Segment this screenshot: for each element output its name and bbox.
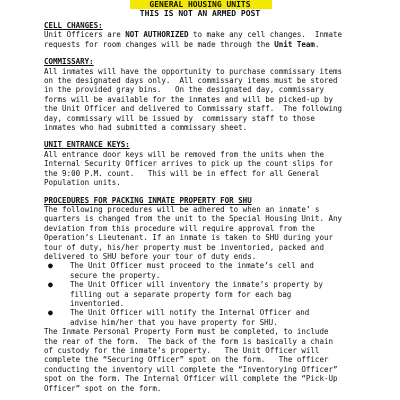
document-title: GENERAL HOUSING UNITS <box>149 0 251 9</box>
section-cell-changes <box>44 21 390 49</box>
bullet-line: advise him/her that you have property for SHU. <box>70 317 278 327</box>
paragraph-line <box>44 30 390 39</box>
paragraph-line: the rear of the form. The back of the form is basically a chain <box>44 336 333 346</box>
bullet-icon: ● <box>48 308 53 318</box>
paragraph-line: Officer” spot on the form. <box>44 383 162 393</box>
bullet-line: The Unit Officer will notify the Internal Officer and <box>70 308 310 318</box>
section-commissary <box>44 57 390 132</box>
paragraph-line: inmates who had submitted a commissary sheet. <box>44 123 248 133</box>
bullet-line: secure the property. <box>70 270 161 280</box>
paragraph-line: of custody for the inmate’s property. The Unit Officer will <box>44 346 320 355</box>
section-heading: UNIT ENTRANCE KEYS: <box>44 140 130 150</box>
paragraph-line: All entrance door keys will be removed from the units when the <box>44 149 324 159</box>
text-run: . <box>314 39 320 49</box>
paragraph-line: tour of duty, his/her property must be inventoried, packed and <box>44 242 324 252</box>
emphasis-text: NOT AUTHORIZED <box>125 30 189 40</box>
document-body <box>44 21 390 393</box>
paragraph-line: on the designated days only. All commissary items must be stored <box>44 76 338 86</box>
bullet-item <box>44 280 390 308</box>
bullet-line: filling out a separate property form for each bag <box>70 289 292 299</box>
paragraph-line: Operation’s Lieutenant. If an inmate is taken to SHU during your <box>44 233 333 243</box>
text-run: Unit Officers are <box>44 30 126 40</box>
paragraph-line: The following procedures will be adhered to when an inmate’ s <box>44 204 320 214</box>
bullet-icon: ● <box>48 280 53 290</box>
section-heading: CELL CHANGES: <box>44 21 103 30</box>
paragraph-line <box>44 40 390 49</box>
bullet-icon: ● <box>48 261 53 271</box>
paragraph-line: quarters is changed from the unit to the Special Housing Unit. Any <box>44 214 343 224</box>
paragraph-line: in the provided gray bins. On the designated day, commissary <box>44 85 324 95</box>
bullet-item <box>44 261 390 280</box>
paragraph-line: the Unit Officer and delivered to Commissary staff. The following <box>44 104 343 114</box>
paragraph-line: complete the “Securing Officer” spot on the form. The officer <box>44 355 329 365</box>
bullet-line: inventoried. <box>70 298 125 308</box>
paragraph-line: the 9:00 P.M. count. This will be in effect for all General <box>44 168 320 178</box>
bullet-line: The Unit Officer must proceed to the inmate’s cell and <box>70 261 314 271</box>
paragraph-line: conducting the inventory will complete the “Inventorying Officer” <box>44 364 338 374</box>
bullet-line: The Unit Officer will inventory the inmate’s property by <box>70 280 323 290</box>
paragraph-line: deviation from this procedure will require approval from the <box>44 223 315 233</box>
paragraph-line: Internal Security Officer arrives to pick up the count slips for <box>44 159 333 169</box>
paragraph-line: delivered to SHU before your tour of duty ends. <box>44 251 257 261</box>
emphasis-text: Unit Team <box>274 39 315 49</box>
section-heading: COMMISSARY: <box>44 57 94 67</box>
section-heading: PROCEDURES FOR PACKING INMATE PROPERTY FOR SHU <box>44 195 252 205</box>
section-packing-procedures <box>44 196 390 394</box>
document-subtitle: THIS IS NOT AN ARMED POST <box>139 9 261 18</box>
text-run: requests for room changes will be made through the <box>44 39 275 49</box>
paragraph-line: All inmates will have the opportunity to purchase commissary items <box>44 66 343 76</box>
section-entrance-keys <box>44 140 390 187</box>
paragraph-line: forms will be available for the inmates and will be picked-up by <box>44 94 333 104</box>
paragraph-line: The Inmate Personal Property Form must be completed, to include <box>44 327 329 337</box>
text-run: to make any cell changes. Inmate <box>188 30 343 40</box>
paragraph-line: Population units. <box>44 178 121 188</box>
paragraph-line: spot on the form. The Internal Officer will complete the “Pick-Up <box>44 374 338 384</box>
bullet-item <box>44 308 390 327</box>
paragraph-line: day, commissary will be issued by commissary staff to those <box>44 113 315 123</box>
